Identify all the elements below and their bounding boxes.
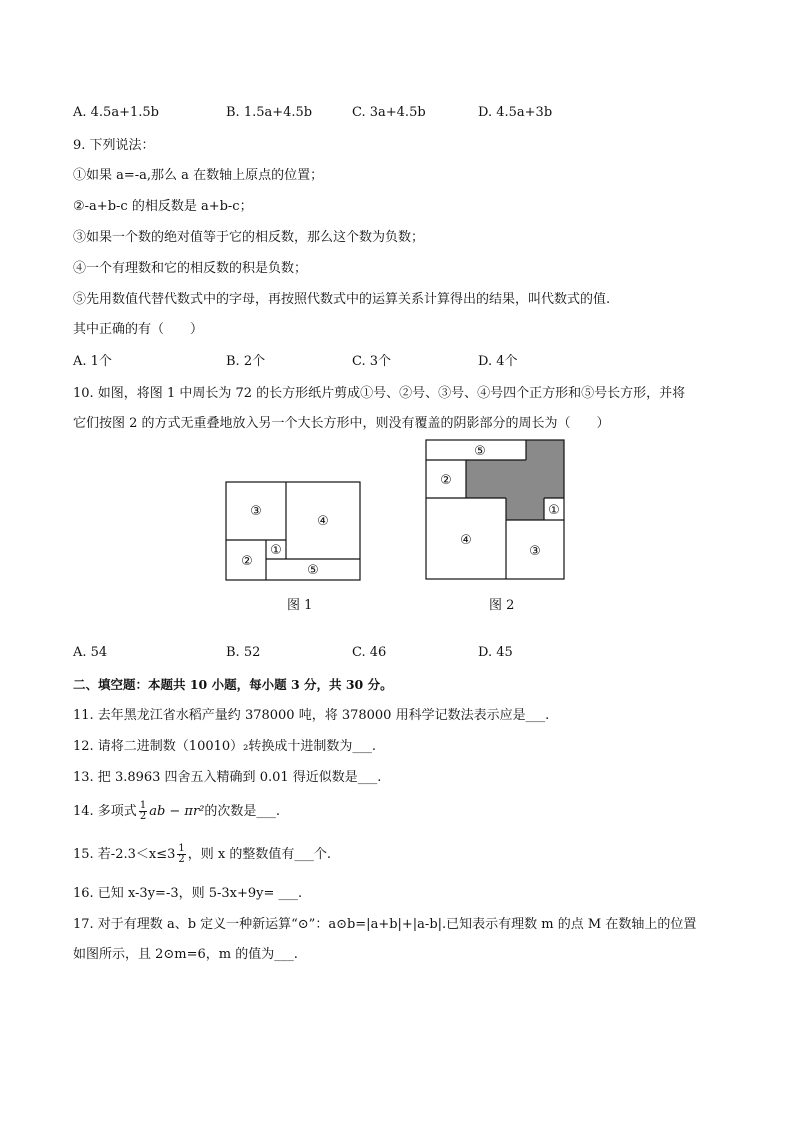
section-2-heading: 二、填空题：本题共 10 小题，每小题 3 分，共 30 分。 — [73, 677, 393, 692]
q9-option-a: A. 1个 — [73, 354, 112, 369]
q10-line-2: 它们按图 2 的方式无重叠地放入另一个大长方形中，则没有覆盖的阴影部分的周长为（ ） — [73, 416, 610, 431]
figure-2 — [422, 436, 570, 584]
q13: 13. 把 3.8963 四舍五入精确到 0.01 得近似数是___. — [73, 770, 382, 785]
q10-option-a: A. 54 — [73, 645, 108, 660]
q14 — [73, 800, 280, 824]
q10-line-1: 10. 如图，将图 1 中周长为 72 的长方形纸片剪成①号、②号、③号、④号四个正方形和⑤号长方形，并将 — [73, 386, 686, 401]
q8-option-d: D. 4.5a+3b — [478, 105, 553, 120]
q9-stem: 9. 下列说法： — [73, 138, 155, 153]
q15-prefix: 15. 若-2.3＜x≤3 — [73, 847, 176, 862]
q14-suffix: 的次数是___. — [204, 804, 281, 819]
fig2-label-1: ① — [548, 503, 560, 518]
fig2-label-2: ② — [440, 473, 452, 488]
q14-fraction: $\frac{1}{2}$ — [139, 800, 147, 822]
fig2-caption: 图 2 — [489, 598, 515, 613]
q10-option-b: B. 52 — [226, 645, 261, 660]
q8-option-b: B. 1.5a+4.5b — [226, 105, 313, 120]
fig1-label-4: ④ — [317, 514, 329, 529]
fig1-label-3: ③ — [250, 504, 262, 519]
q14-prefix: 14. 多项式 — [73, 804, 137, 819]
q9-option-d: D. 4个 — [478, 354, 518, 369]
fig1-label-1: ① — [270, 543, 282, 558]
q9-item-4: ④一个有理数和它的相反数的积是负数； — [73, 261, 308, 276]
q9-item-5: ⑤先用数值代替代数式中的字母，再按照代数式中的运算关系计算得出的结果，叫代数式的值. — [73, 292, 611, 307]
q15-suffix: ，则 x 的整数值有___个. — [187, 847, 331, 862]
q9-option-b: B. 2个 — [226, 354, 266, 369]
q10-option-d: D. 45 — [478, 645, 513, 660]
figure-1 — [220, 478, 366, 586]
q15 — [73, 843, 331, 867]
fig2-label-3: ③ — [529, 544, 541, 559]
fig1-label-2: ② — [241, 554, 253, 569]
q9-question: 其中正确的有（ ） — [73, 322, 204, 337]
fig1-label-5: ⑤ — [307, 563, 319, 578]
fig2-label-5: ⑤ — [474, 444, 486, 459]
q15-fraction: $\frac{1}{2}$ — [178, 843, 185, 865]
q16: 16. 已知 x-3y=-3，则 5-3x+9y= ___. — [73, 886, 303, 901]
q8-option-c: C. 3a+4.5b — [352, 105, 426, 120]
fig2-label-4: ④ — [460, 533, 472, 548]
fig1-caption: 图 1 — [287, 598, 313, 613]
q17-line-1: 17. 对于有理数 a、b 定义一种新运算“⊙”：a⊙b=|a+b|+|a-b|.已知表示有理数 m 的点 M 在数轴上的位置 — [73, 917, 697, 932]
q9-item-2: ②-a+b-c 的相反数是 a+b-c； — [73, 199, 253, 214]
q11: 11. 去年黑龙江省水稻产量约 378000 吨，将 378000 用科学记数法表示应是___. — [73, 708, 550, 723]
q12: 12. 请将二进制数（10010）₂转换成十进制数为___. — [73, 739, 377, 754]
q9-option-c: C. 3个 — [352, 354, 392, 369]
q10-option-c: C. 46 — [352, 645, 387, 660]
q14-expression: ab − πr² — [149, 804, 205, 819]
q17-line-2: 如图所示，且 2⊙m=6，m 的值为___. — [73, 947, 298, 962]
q9-item-3: ③如果一个数的绝对值等于它的相反数，那么这个数为负数； — [73, 230, 425, 245]
q8-option-a: A. 4.5a+1.5b — [73, 105, 159, 120]
q9-item-1: ①如果 a=-a,那么 a 在数轴上原点的位置； — [73, 168, 324, 183]
